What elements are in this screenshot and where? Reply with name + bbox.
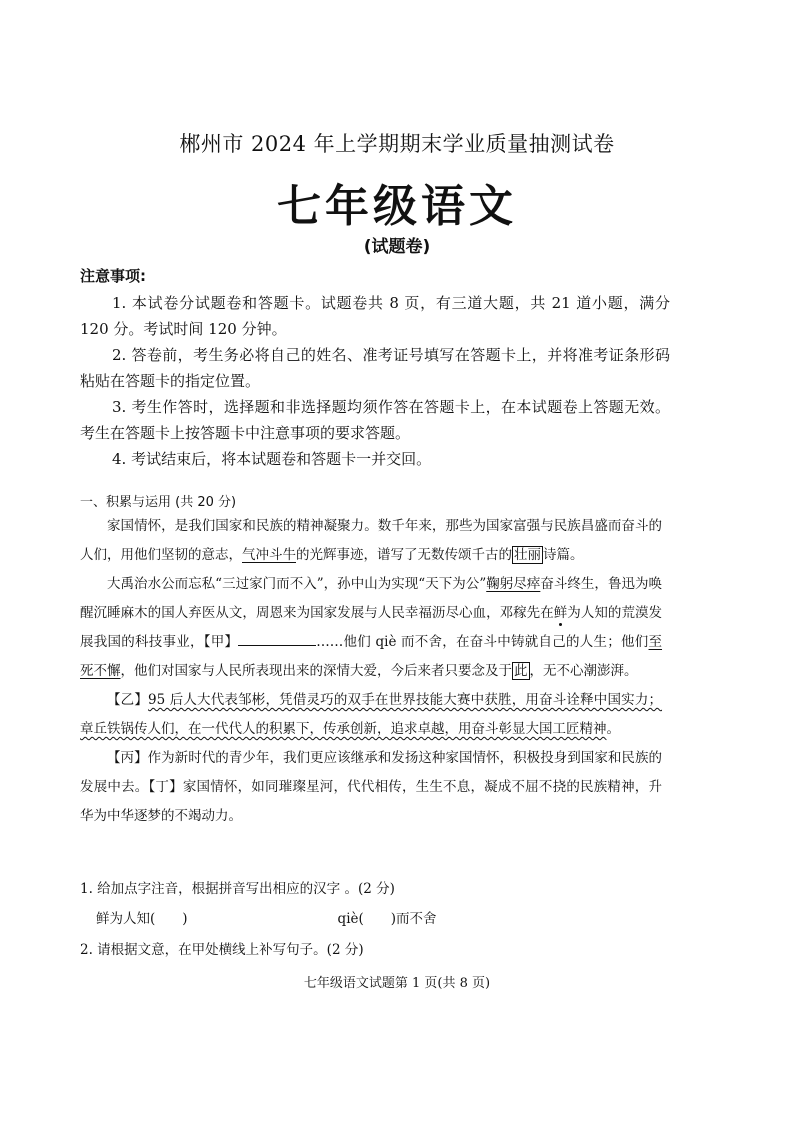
passage-paragraph-2: [80, 570, 662, 686]
passage-paragraph-4: 【丙】作为新时代的青少年，我们更应该继承和发扬这种家国情怀，积极投身到国家和民族的发展中去。【丁】家国情怀，如同璀璨星河，代代相传，生生不息，凝成不屈不挠的民族精神，升华为中华逐梦的不竭动力。: [80, 750, 662, 824]
p2-text-f: ……他们 qiè 而不舍，在奋斗中铸就自己的人生；他们: [316, 634, 649, 650]
question-1-item-a: 鲜为人知( ): [96, 911, 188, 927]
p2-dotted-char: 鲜: [553, 605, 568, 621]
question-1-items: [96, 907, 678, 927]
passage-paragraph-3: [80, 686, 662, 744]
p2-text-h: ，他们对国家与人民所表现出来的深情大爱，今后来者只要念及于: [120, 663, 512, 679]
p3-text-a: 【乙】: [107, 692, 149, 708]
section-heading: 一、积累与运用 (共 20 分): [80, 495, 237, 510]
p2-text-e: 为人知的荒漠发展我国的科技事业，【甲】: [80, 605, 663, 650]
notice-list: [80, 290, 670, 472]
p2-boxed-char: 此: [514, 663, 528, 679]
p1-text-a: 家国情怀，是我们国家和民族的精神凝聚力。数千年来，那些为国家富强与民族昌盛而奋斗的人们，用他们坚韧的意志，: [80, 518, 662, 563]
p1-text-c: 的光辉事迹，谱写了无数传颂千古的: [296, 547, 512, 563]
p3-text-c: 。: [606, 721, 620, 737]
p2-text-j: ，无不心潮澎湃。: [529, 663, 638, 679]
p1-underlined-idiom: 气冲斗牛: [242, 547, 296, 563]
notice-item-4: 4. 考试结束后，将本试题卷和答题卡一并交回。: [112, 450, 432, 468]
p1-text-e: 诗篇。: [543, 547, 584, 563]
question-1-item-b: qiè( )而不舍: [337, 911, 437, 927]
exam-subtitle: (试题卷): [363, 237, 431, 257]
question-1: 1. 给加点字注音，根据拼音写出相应的汉字 。(2 分): [80, 881, 395, 897]
p2-underlined-phrase: 至死不懈: [80, 634, 663, 679]
notice-item-2: 2. 答卷前，考生务必将自己的姓名、准考证号填写在答题卡上，并将准考证条形码粘贴在答题卡的指定位置。: [80, 346, 670, 390]
passage-paragraph-1: [80, 512, 662, 570]
reading-passage: [80, 512, 662, 831]
p2-text-a: 大禹治水公而忘私“三过家门而不入”，孙中山为实现“天下为公”: [107, 576, 487, 592]
p3-wavy-sentence: 95 后人大代表邹彬，凭借灵巧的双手在世界技能大赛中获胜，用奋斗诠释中国实力；章丘铁锅传人们，在一代代人的积累下，传承创新，追求卓越，用奋斗彰显大国工匠精神: [80, 692, 663, 737]
page-footer: 七年级语文试题第 1 页(共 8 页): [303, 976, 491, 991]
notice-heading: 注意事项:: [80, 267, 146, 285]
p2-underlined-idiom: 鞠躬尽瘁: [486, 576, 541, 592]
p1-boxed-word: 壮丽: [514, 547, 541, 563]
notice-item-1: 1. 本试卷分试题卷和答题卡。试题卷共 8 页，有三道大题，共 21 道小题，满分 120 分。考试时间 120 分钟。: [80, 294, 670, 338]
notice-item-3: 3. 考生作答时，选择题和非选择题均须作答在答题卡上，在本试题卷上答题无效。考生在答题卡上按答题卡中注意事项的要求答题。: [80, 398, 670, 442]
exam-title: 七年级语文: [277, 181, 517, 232]
p2-text-c: 奋斗终生，鲁迅为唤醒沉睡麻木的国人弃医从文，周恩来为国家发展与人民幸福沥尽心血，邓稼先在: [80, 576, 663, 621]
exam-supertitle: 郴州市 2024 年上学期期末学业质量抽测试卷: [179, 132, 615, 156]
blank-jia: [238, 631, 316, 646]
question-2: 2. 请根据文意，在甲处横线上补写句子。(2 分): [80, 942, 364, 958]
